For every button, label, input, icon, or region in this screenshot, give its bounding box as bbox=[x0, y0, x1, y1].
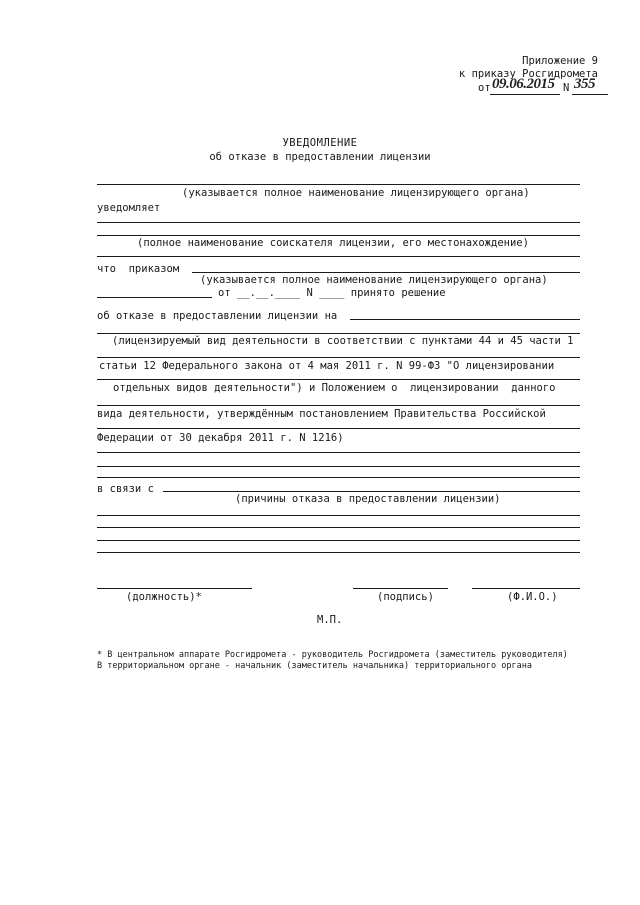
order-reference: к приказу Росгидромета bbox=[458, 68, 598, 80]
date-underline bbox=[490, 94, 560, 95]
document-subtitle: об отказе в предоставлении лицензии bbox=[209, 151, 431, 163]
reason-line-2[interactable] bbox=[97, 515, 580, 516]
reason-line-1[interactable] bbox=[163, 491, 580, 492]
authority-hint: (указывается полное наименование лицензирующего органа) bbox=[182, 187, 530, 199]
activity-line-4[interactable] bbox=[97, 379, 580, 380]
order-authority-line-2[interactable] bbox=[97, 297, 212, 298]
full-name-label: (Ф.И.О.) bbox=[507, 591, 558, 603]
activity-line-3[interactable] bbox=[97, 357, 580, 358]
activity-line-1[interactable] bbox=[350, 319, 580, 320]
refusal-label: об отказе в предоставлении лицензии на bbox=[97, 310, 338, 322]
footnote-line-1: * В центральном аппарате Росгидромета - руководитель Росгидромета (заместитель руководителя) bbox=[97, 650, 568, 660]
activity-line-7[interactable] bbox=[97, 452, 580, 453]
date-prefix: от bbox=[478, 82, 491, 94]
reason-line-3[interactable] bbox=[97, 527, 580, 528]
handwritten-number: 355 bbox=[574, 76, 595, 92]
activity-line-6[interactable] bbox=[97, 428, 580, 429]
activity-line-9[interactable] bbox=[97, 477, 580, 478]
footnote-line-2: В территориальном органе - начальник (заместитель начальника) территориального органа bbox=[97, 661, 532, 671]
document-title: УВЕДОМЛЕНИЕ bbox=[282, 137, 358, 149]
handwritten-date: 09.06.2015 bbox=[492, 76, 555, 92]
signature-label: (подпись) bbox=[377, 591, 434, 603]
activity-line-5[interactable] bbox=[97, 405, 580, 406]
activity-text-3: отдельных видов деятельности") и Положением о лицензировании данного bbox=[113, 382, 556, 394]
authority-line-1[interactable] bbox=[97, 184, 580, 185]
activity-text-1: (лицензируемый вид деятельности в соответствии с пунктами 44 и 45 части 1 bbox=[112, 335, 574, 347]
activity-text-2: статьи 12 Федерального закона от 4 мая 2011 г. N 99-ФЗ "О лицензировании bbox=[99, 360, 555, 372]
applicant-line-1[interactable] bbox=[97, 222, 580, 223]
activity-text-4: вида деятельности, утверждённым постановлением Правительства Российской bbox=[97, 408, 546, 420]
that-order-label: что приказом bbox=[97, 263, 180, 275]
order-date-line: от __.__.____ N ____ принято решение bbox=[218, 287, 446, 299]
applicant-line-3[interactable] bbox=[97, 256, 580, 257]
stamp-place: М.П. bbox=[317, 614, 343, 626]
appendix-number: Приложение 9 bbox=[522, 55, 598, 67]
order-authority-hint: (указывается полное наименование лицензирующего органа) bbox=[200, 274, 548, 286]
reason-hint: (причины отказа в предоставлении лицензии) bbox=[235, 493, 501, 505]
applicant-line-2[interactable] bbox=[97, 235, 580, 236]
reason-line-4[interactable] bbox=[97, 540, 580, 541]
due-to-label: в связи с bbox=[97, 483, 154, 495]
position-signature-line[interactable] bbox=[97, 588, 252, 589]
position-label: (должность)* bbox=[126, 591, 202, 603]
full-name-line[interactable] bbox=[472, 588, 580, 589]
order-authority-line[interactable] bbox=[192, 272, 580, 273]
activity-line-2[interactable] bbox=[97, 333, 580, 334]
signature-line[interactable] bbox=[353, 588, 448, 589]
activity-line-8[interactable] bbox=[97, 466, 580, 467]
number-underline bbox=[572, 94, 608, 95]
reason-line-5[interactable] bbox=[97, 552, 580, 553]
activity-text-5: Федерации от 30 декабря 2011 г. N 1216) bbox=[97, 432, 344, 444]
applicant-hint: (полное наименование соискателя лицензии, его местонахождение) bbox=[137, 237, 529, 249]
number-prefix: N bbox=[563, 82, 570, 94]
notifies-label: уведомляет bbox=[97, 202, 161, 214]
